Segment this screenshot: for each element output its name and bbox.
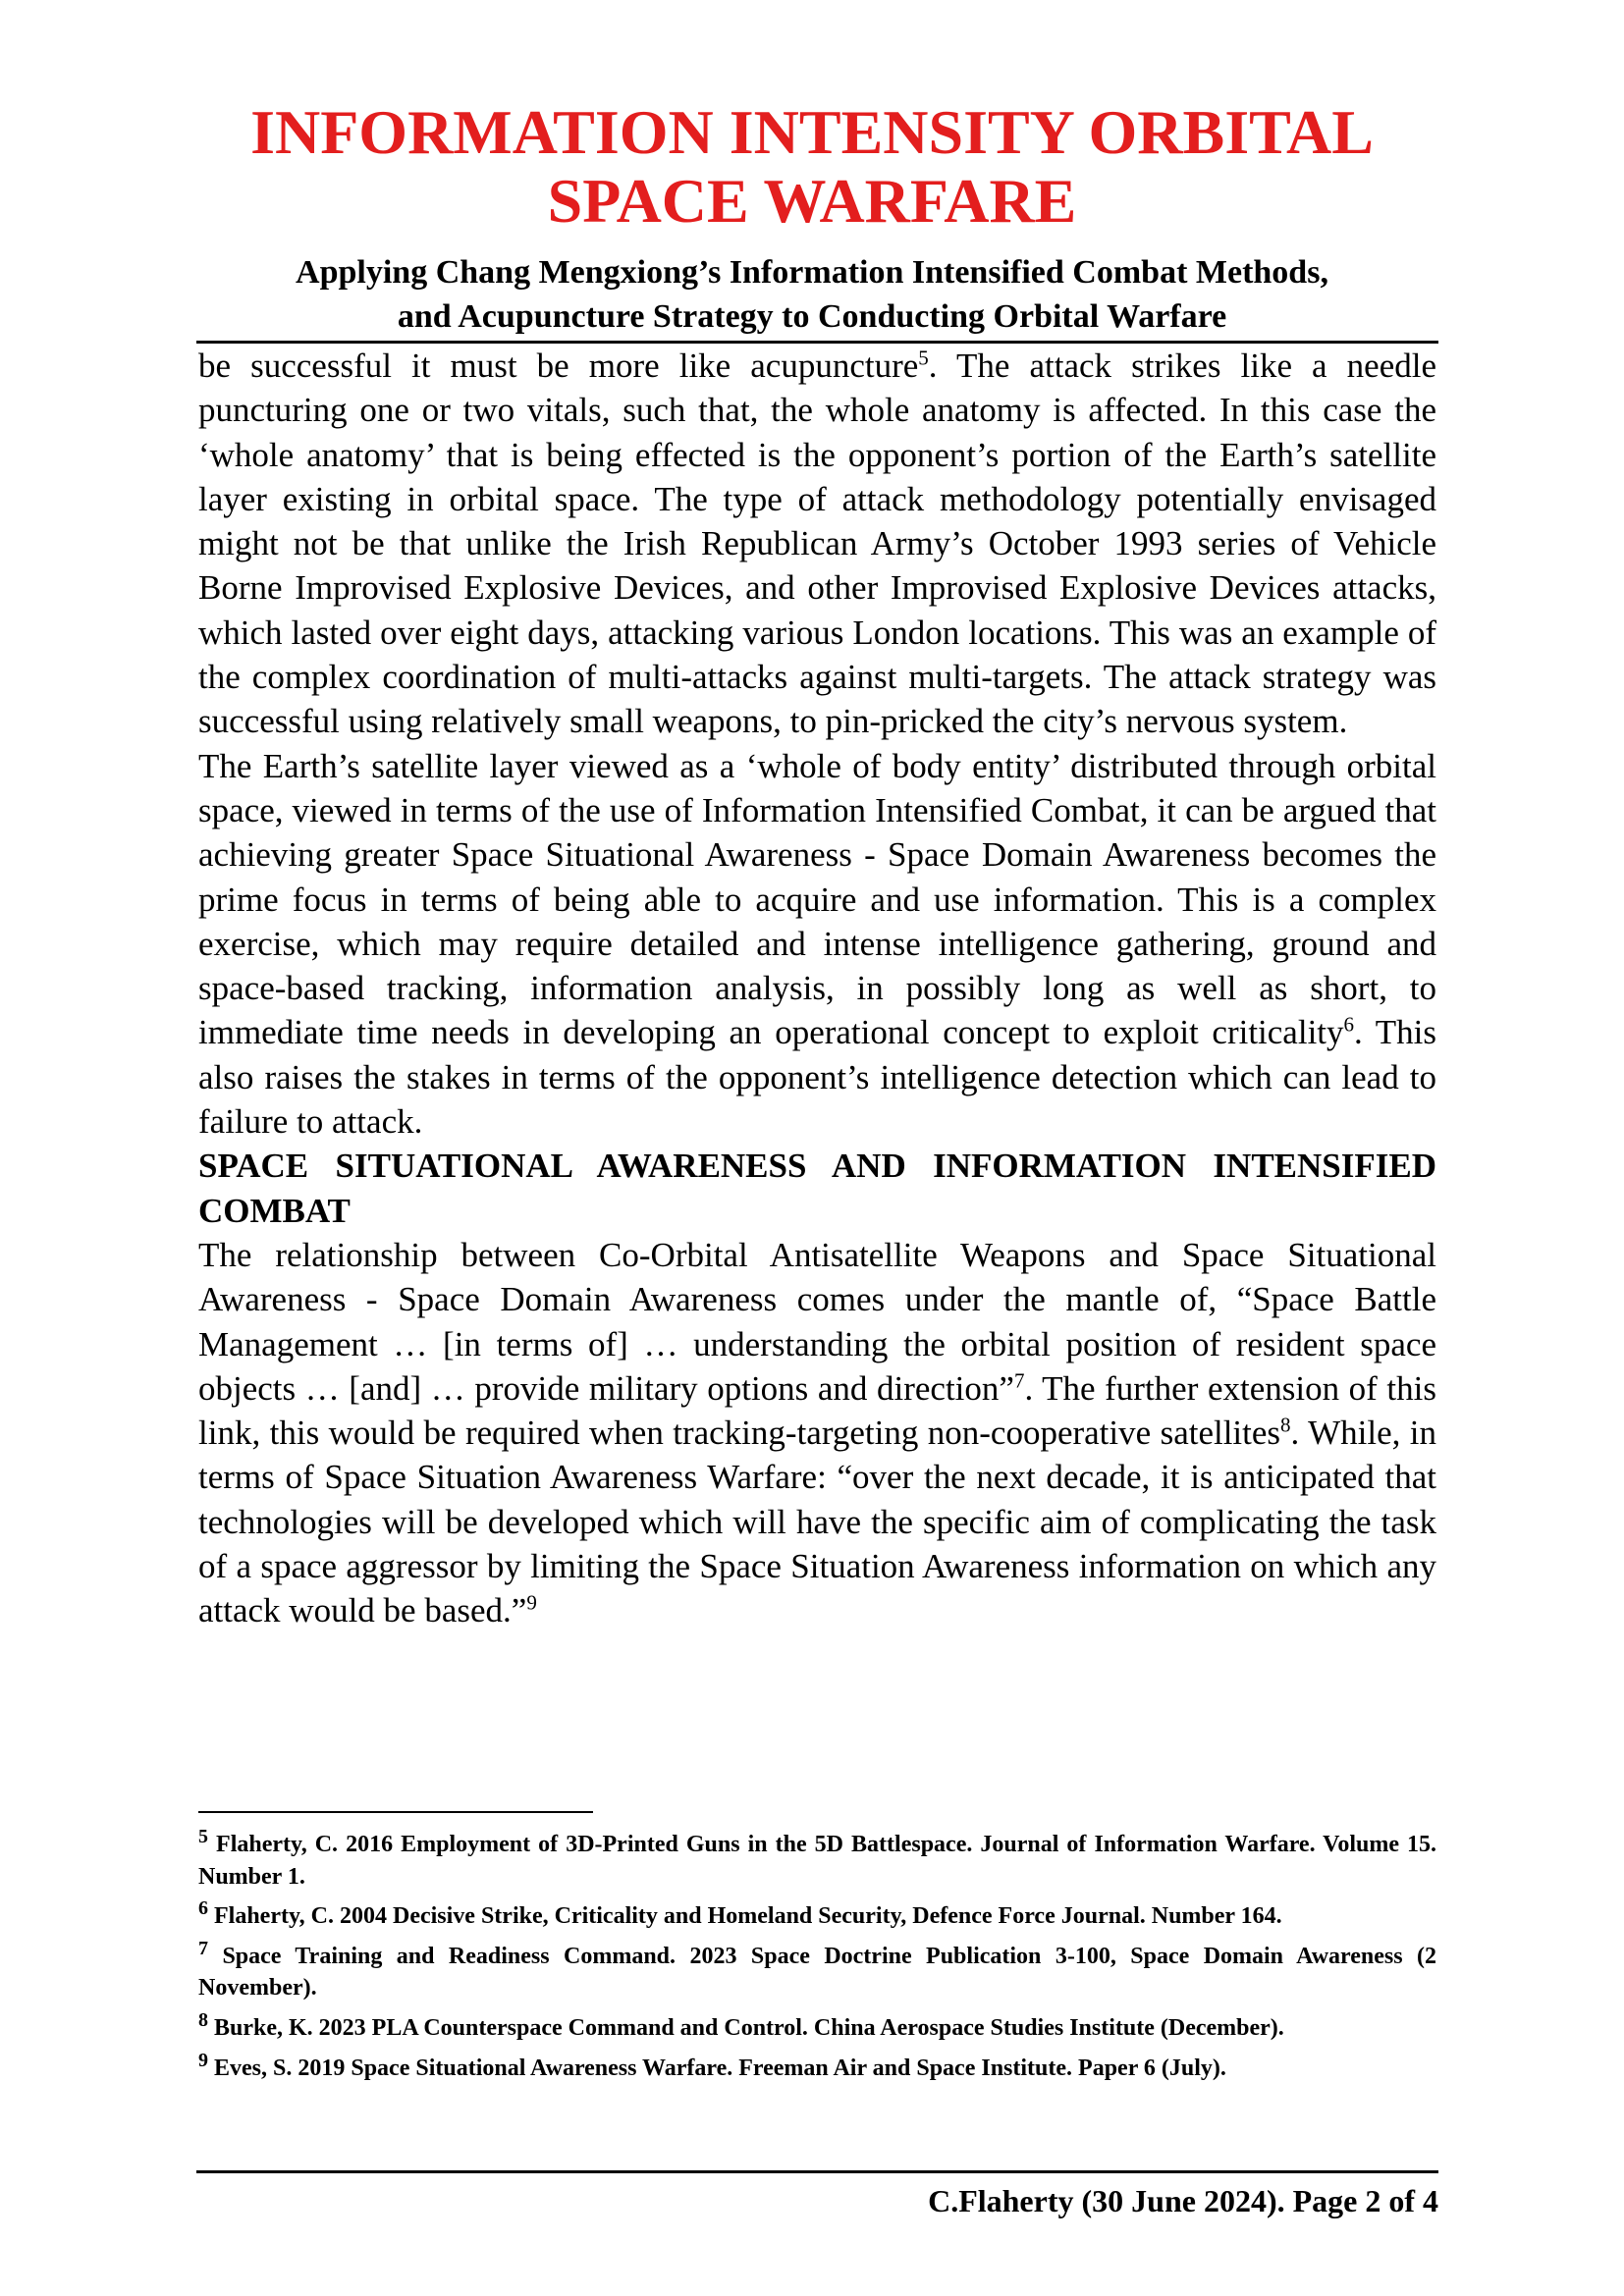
paragraph-3-text-c: . While, in terms of Space Situation Awareness Warfare: “over the next decade, it is anticipated that technologies will be developed which will have the specific aim of complicating the task of a space aggressor by limiting the Space Situation Awareness information on which any attack would be based.” — [198, 1414, 1436, 1630]
footnote-number: 5 — [198, 1826, 208, 1847]
paragraph-1-text-b: . The attack strikes like a needle puncturing one or two vitals, such that, the whole anatomy is affected. In this case the ‘whole anatomy’ that is being effected is the opponent’s portion of the Earth’s satellite layer existing in orbital space. The type of attack methodology potentially envisaged might not be that unlike the Irish Republican Army’s October 1993 series of Vehicle Borne Improvised Explosive Devices, and other Improvised Explosive Devices attacks, which lasted over eight days, attacking various London locations. This was an example of the complex coordination of multi-attacks against multi-targets. The attack strategy was successful using relatively small weapons, to pin-pricked the city’s nervous system. — [198, 347, 1436, 741]
paragraph-2-text-a: The Earth’s satellite layer viewed as a ‘whole of body entity’ distributed through orbital space, viewed in terms of the use of Information Intensified Combat, it can be argued that achieving greater Space Situational Awareness - Space Domain Awareness becomes the prime focus in terms of being able to acquire and use information. This is a complex exercise, which may require detailed and intense intelligence gathering, ground and space-based tracking, information analysis, in possibly long as well as short, to immediate time needs in developing an operational concept to exploit criticality — [198, 746, 1436, 1052]
footnote-text: Flaherty, C. 2004 Decisive Strike, Criticality and Homeland Security, Defence Force Journal. Number 164. — [214, 1903, 1282, 1930]
page-footer: C.Flaherty (30 June 2024). Page 2 of 4 — [928, 2183, 1438, 2218]
document-title — [147, 98, 1477, 236]
paragraph-1 — [198, 344, 1436, 744]
paragraph-3-text-b: . The further extension of this link, this would be required when tracking-targeting non-cooperative satellites — [198, 1368, 1436, 1453]
footnote-text: Eves, S. 2019 Space Situational Awareness Warfare. Freeman Air and Space Institute. Paper 6 (July). — [214, 2055, 1226, 2081]
footnote-number: 9 — [198, 2049, 208, 2071]
footnote — [198, 1893, 1436, 1933]
footnote — [198, 2004, 1436, 2045]
paragraph-3 — [198, 1233, 1436, 1633]
footnote-ref-9[interactable]: 9 — [526, 1590, 537, 1615]
paragraph-1-text-a: be successful it must be more like acupuncture — [198, 347, 919, 385]
footnote-text: Flaherty, C. 2016 Employment of 3D-Printed Guns in the 5D Battlespace. Journal of Information Warfare. Volume 15. Number 1. — [198, 1832, 1437, 1890]
body-text — [198, 344, 1436, 1633]
paragraph-2 — [198, 744, 1436, 1145]
paragraph-2-text-b: . This also raises the stakes in terms of the opponent’s intelligence detection which can lead to failure to attack. — [198, 1013, 1436, 1142]
footnote-text: Space Training and Readiness Command. 2023 Space Doctrine Publication 3-100, Space Domain Awareness (2 November). — [198, 1943, 1436, 2002]
footnote-ref-7[interactable]: 7 — [1013, 1368, 1025, 1393]
footnote-divider — [198, 1811, 593, 1813]
title-line-1: INFORMATION INTENSITY ORBITAL — [250, 97, 1374, 167]
footnote-number: 7 — [198, 1937, 208, 1959]
footnote-ref-5[interactable]: 5 — [918, 346, 929, 370]
footnote-ref-6[interactable]: 6 — [1343, 1012, 1355, 1037]
footnote-ref-8[interactable]: 8 — [1280, 1413, 1291, 1437]
subtitle-line-1: Applying Chang Mengxiong’s Information Intensified Combat Methods, — [296, 254, 1328, 291]
footnote — [198, 1933, 1436, 2004]
paragraph-3-text-a: The relationship between Co-Orbital Antisatellite Weapons and Space Situational Awareness - Space Domain Awareness comes under the mantle of, “Space Battle Management … [in terms of] … understanding the orbital position of resident space objects … [and] … provide military options and direction” — [198, 1235, 1436, 1408]
section-heading: SPACE SITUATIONAL AWARENESS AND INFORMATION INTENSIFIED COMBAT — [198, 1147, 1436, 1230]
footnote — [198, 1821, 1436, 1893]
footnote-number: 8 — [198, 2008, 208, 2031]
document-subtitle — [147, 250, 1477, 339]
title-line-2: SPACE WARFARE — [547, 166, 1077, 236]
footnote-number: 6 — [198, 1897, 208, 1920]
footnote-text: Burke, K. 2023 PLA Counterspace Command and Control. China Aerospace Studies Institute (December). — [214, 2014, 1284, 2041]
footnote — [198, 2045, 1436, 2085]
footer-divider — [196, 2170, 1438, 2173]
footnotes — [198, 1821, 1436, 2084]
subtitle-line-2: and Acupuncture Strategy to Conducting Orbital Warfare — [397, 298, 1227, 335]
